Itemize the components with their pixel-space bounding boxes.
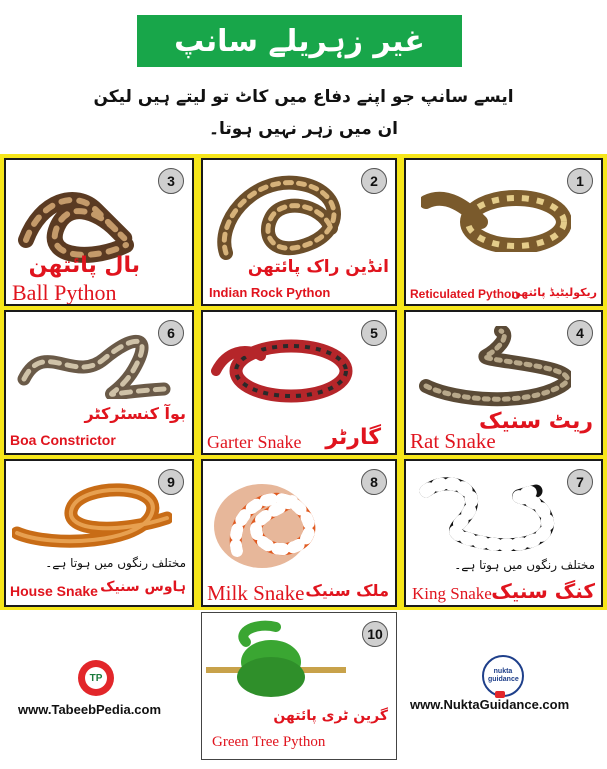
card-5 (201, 310, 397, 455)
nuktaguidance-url[interactable]: www.NuktaGuidance.com (410, 697, 570, 712)
urdu-label: گارٹر (325, 425, 381, 450)
urdu-label: بال پائتھن (28, 253, 140, 278)
english-label: Green Tree Python (212, 734, 326, 750)
urdu-label: انڈین راک پائتھن (247, 257, 389, 277)
english-label: Indian Rock Python (209, 285, 331, 300)
urdu-label: گرین ٹری پائتھن (273, 708, 388, 724)
urdu-label: ملک سنیک (305, 581, 389, 600)
card-8 (201, 459, 397, 607)
tabeebpedia-logo-text: TP (85, 667, 107, 689)
number-badge: 5 (361, 320, 387, 346)
english-label: King Snake (412, 584, 492, 603)
english-label: Reticulated Python (410, 287, 519, 301)
subtitle-line-1: ایسے سانپ جو اپنے دفاع میں کاٹ تو لیتے ہیں لیکن (93, 87, 514, 107)
english-label: Garter Snake (207, 432, 302, 452)
king-snake-image (416, 471, 566, 551)
card-6 (4, 310, 194, 455)
subtitle-line-2: ان میں زہر نہیں ہوتا۔ (208, 119, 399, 139)
card-9 (4, 459, 194, 607)
garter-snake-image (211, 326, 361, 406)
house-snake-image (12, 473, 172, 553)
english-label: House Snake (10, 583, 98, 599)
card-4 (404, 310, 603, 455)
boa-constrictor-image (14, 324, 174, 399)
english-label: Milk Snake (207, 581, 305, 605)
english-label: Rat Snake (410, 429, 496, 453)
rat-snake-image (416, 326, 571, 411)
color-variation-note: مختلف رنگوں میں ہوتا ہے۔ (454, 558, 595, 572)
nuktaguidance-logo-text: nukta guidance (488, 668, 519, 683)
number-badge: 3 (158, 168, 184, 194)
snake-grid (0, 154, 607, 610)
color-variation-note: مختلف رنگوں میں ہوتا ہے۔ (45, 556, 186, 570)
ball-python-image (16, 170, 146, 265)
number-badge: 7 (567, 469, 593, 495)
green-tree-python-image (206, 617, 346, 707)
tabeebpedia-url[interactable]: www.TabeebPedia.com (18, 702, 162, 717)
milk-snake-image (207, 471, 357, 581)
urdu-label: ریکولیٹیڈ پائتھن (511, 286, 597, 299)
english-label: Boa Constrictor (10, 432, 116, 448)
urdu-label: کنگ سنیک (491, 579, 595, 603)
number-badge: 8 (361, 469, 387, 495)
card-3 (4, 158, 194, 306)
urdu-label: بوآ کنسٹرکٹر (84, 404, 186, 423)
number-badge: 9 (158, 469, 184, 495)
urdu-label: ہاوس سنیک (100, 579, 186, 595)
indian-rock-python-image (211, 168, 351, 263)
reticulated-python-image (421, 182, 571, 252)
tabeebpedia-logo (78, 660, 114, 696)
urdu-label: ریٹ سنیک (479, 409, 593, 434)
card-1 (404, 158, 603, 306)
number-badge: 2 (361, 168, 387, 194)
english-label: Ball Python (12, 280, 117, 305)
page-title: غیر زہریلے سانپ (137, 15, 462, 67)
number-badge: 1 (567, 168, 593, 194)
number-badge: 4 (567, 320, 593, 346)
card-2 (201, 158, 397, 306)
number-badge: 10 (362, 621, 388, 647)
card-10 (201, 612, 397, 760)
card-7 (404, 459, 603, 607)
number-badge: 6 (158, 320, 184, 346)
